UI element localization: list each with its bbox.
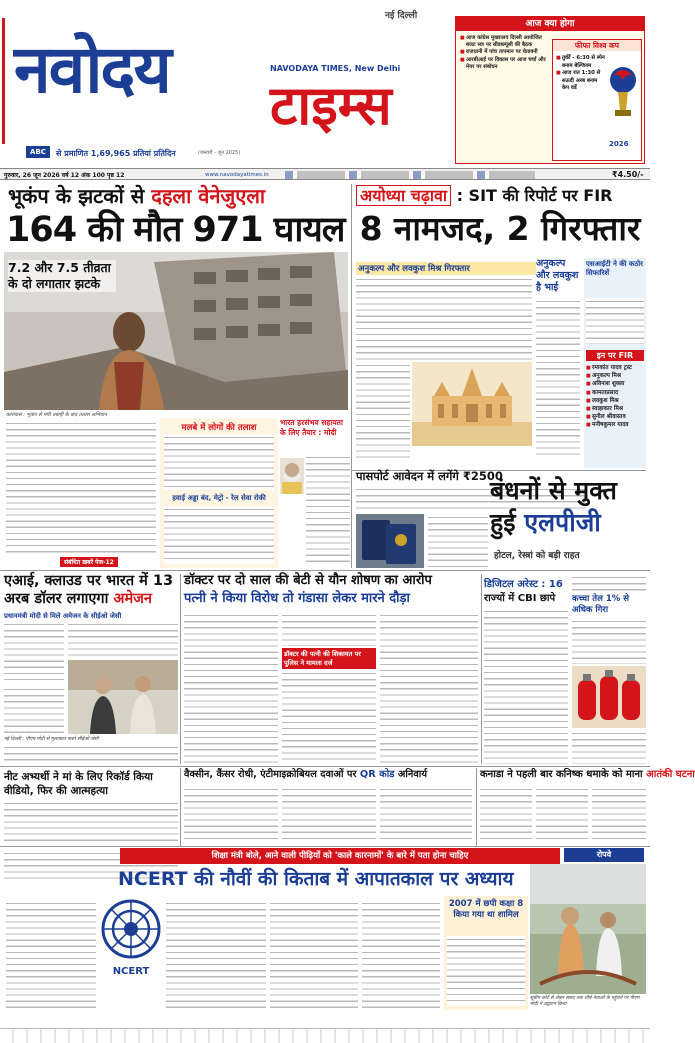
modi-body <box>306 454 350 566</box>
canada-body-3 <box>592 786 646 842</box>
fir-name: ■ अनुकल्प मिश्र <box>586 372 646 380</box>
canada-headline <box>480 769 695 781</box>
ncert-body-4 <box>362 900 440 1010</box>
logo-tagline: NAVODAYA TIMES, New Delhi <box>270 64 401 73</box>
vaccine-headline-blue: QR कोड <box>359 769 395 780</box>
doctor-body-4 <box>380 612 478 764</box>
quake-kicker-red: दहला वेनेजुएला <box>151 184 266 208</box>
circulation: से प्रमाणित 1,69,965 प्रतियां प्रतिदिन <box>56 149 176 158</box>
ncert-body-2 <box>166 900 266 1010</box>
divider <box>0 570 650 571</box>
doctor-body-3 <box>282 670 376 764</box>
quake-kicker <box>8 186 348 207</box>
cbi-body <box>484 608 568 764</box>
quake-headline: 164 की मौत 971 घायल <box>6 210 345 250</box>
column-divider <box>351 184 352 568</box>
cbi-headline: राज्यों में CBI छापे <box>484 593 556 604</box>
logo-times: टाइम्स <box>270 74 392 137</box>
lpg-cylinder-image <box>572 666 646 728</box>
ai-deck: प्रधानमंत्री मोदी से मिले अमेजन के सीईओ जेसी <box>4 612 122 620</box>
quake-jump: संबंधित ख़बरें पेज-12 <box>60 557 118 567</box>
ncert-logo <box>100 898 162 982</box>
lpg-headline-1: बंधनों से मुक्त <box>490 476 617 505</box>
doctor-headline-1: डॉक्टर पर दो साल की बेटी से यौन शोषण का आरोप <box>184 573 432 588</box>
modi-box <box>280 418 350 568</box>
fir-name: ■ लवकुश मिश्र <box>586 397 646 405</box>
vaccine-headline-text-2: अनिवार्य <box>394 769 428 780</box>
ai-photo <box>68 660 178 734</box>
doctor-box: डॉक्टर की पत्नी की शिकायत पर पुलिस ने मामला दर्ज <box>282 648 376 669</box>
ai-headline-2 <box>4 592 178 607</box>
ai-body-4 <box>4 744 178 762</box>
ropeway-tag: रोपवे <box>564 848 644 862</box>
ayodhya-headline: 8 नामजद, 2 गिरफ्तार <box>359 209 641 248</box>
ram-temple-photo <box>412 362 532 446</box>
column-divider <box>180 768 181 846</box>
ncert-logo-text: NCERT <box>112 966 150 977</box>
canada-headline-red: आतंकी घटना <box>646 769 695 780</box>
ayodhya-body-2 <box>356 362 410 462</box>
logo-navoday: नवोदय <box>14 31 170 108</box>
modi-photo <box>280 458 304 494</box>
date-strip <box>0 168 650 180</box>
today-item: ■ आज कांग्रेस मुख्यालय दिल्ली आयोजित बजट सत्र पर सीडब्ल्यूसी की बैठक <box>460 35 550 49</box>
today-left <box>460 35 550 71</box>
column-divider <box>180 574 181 764</box>
ncert-banner: शिक्षा मंत्री बोले, आने वाली पीढ़ियों को 'काले कारनामों' के बारे में पता होना चाहिए <box>120 848 560 864</box>
abc-badge: ABC <box>26 146 50 158</box>
fir-list <box>586 364 646 430</box>
ai-body-3 <box>4 686 64 734</box>
ayodhya-kicker-text: : SIT की रिपोर्ट पर FIR <box>451 186 613 205</box>
quake-caption: काराकस : भूकंप से मची तबाही के बाद तलाश अभियान <box>6 412 107 418</box>
passport-body-2 <box>428 514 488 568</box>
lpg-headline-2-blue: एलपीजी <box>524 508 601 537</box>
canada-headline-text: कनाडा ने पहली बार कनिष्क धमाके को माना <box>480 769 647 780</box>
ai-headline-1: एआई, क्लाउड पर भारत में 13 <box>4 573 174 589</box>
ncert-book-body <box>447 936 525 1006</box>
ai-body-2 <box>68 621 178 657</box>
lpg-headline-2 <box>490 510 646 536</box>
column-divider <box>476 768 477 846</box>
social-icons <box>285 171 535 179</box>
fifa-title: फीफा विश्व कप <box>553 40 641 51</box>
ncert-logo-icon <box>100 898 162 960</box>
vaccine-body-3 <box>380 786 472 842</box>
fifa-item: ■ तुर्की - 6:30 से स्पेन बनाम बेल्जियम <box>556 55 606 70</box>
cbi-kicker: डिजिटल अरेस्ट : 16 <box>484 579 563 590</box>
canada-body-2 <box>536 786 588 842</box>
rubble-title: मलबे में लोगों की तलाश <box>181 423 257 433</box>
ayodhya-sub-title: अनुकल्प और लवकुश मिश्र गिरफ्तार <box>356 262 536 275</box>
lpg-deck: होटल, रेस्त्रां को बड़ी राहत <box>494 551 580 561</box>
vaccine-body <box>184 786 278 842</box>
rubble-box <box>160 418 278 568</box>
ropeway-photo <box>530 864 646 994</box>
quake-deck: 7.2 और 7.5 तीव्रता के दो लगातार झटके <box>8 260 116 292</box>
air-body <box>164 506 274 564</box>
lpg-side-body <box>572 618 646 664</box>
lpg-side-title: कच्चा तेल 1% से अधिक गिरा <box>572 594 629 615</box>
air-title: हवाई अड्डा बंद, मेट्रो - रेल सेवा रोकी <box>172 494 266 502</box>
fir-name: ■ कामताप्रसाद <box>586 389 646 397</box>
doctor-body-2 <box>282 612 376 646</box>
fifa-item: ■ आज रात 1:30 से सऊदी अरब बनाम केप वर्डे <box>556 70 606 93</box>
today-item: ■ राजधानी में पांच तापमान पर चेतावनी <box>460 49 550 56</box>
fir-label: इन पर FIR <box>586 350 644 361</box>
passport-image <box>356 514 424 568</box>
ai-headline-red: अमेजन <box>113 591 152 607</box>
fir-name: ■ मनीषकुमार यादव <box>586 421 646 429</box>
vaccine-headline <box>184 770 484 780</box>
brothers-box <box>536 258 580 468</box>
vaccine-body-2 <box>282 786 376 842</box>
column-divider <box>481 574 482 764</box>
ropeway-image <box>530 864 646 994</box>
website[interactable]: www.navodayatimes.in <box>205 171 269 178</box>
fir-name: ■ सुनील श्रीवास्तव <box>586 413 646 421</box>
sit-title: एसआईटी ने की कठोर सिफारिशें <box>586 260 644 277</box>
ai-body <box>4 621 64 685</box>
divider <box>0 846 650 847</box>
passport-headline: पासपोर्ट आवेदन में लगेंगे ₹2500 <box>356 469 503 483</box>
ropeway-caption: सुप्रीम कोर्ट से लेकर संसद तक शीर्ष नेताओं के पहुंचने पर पीएम मोदी ने उद्घाटन किया <box>530 996 640 1007</box>
divider <box>0 766 650 767</box>
circulation-note: (जनवरी - जून 2025) <box>198 150 241 156</box>
lpg-headline-2-text: हुई <box>490 508 525 537</box>
neet-headline: नीट अभ्यर्थी ने मां के लिए रिकॉर्ड किया वीडियो, फिर की आत्महत्या <box>4 771 153 797</box>
rubble-body <box>164 434 274 490</box>
fifa-box <box>552 39 642 161</box>
ai-headline-2-text: अरब डॉलर लगाएगा <box>4 591 114 607</box>
ncert-book-title: 2007 में छपी कक्षा 8 किया गया था शामिल <box>448 899 524 920</box>
ayodhya-kicker <box>356 184 646 208</box>
masthead <box>0 0 650 168</box>
brothers-body <box>536 298 580 458</box>
ayodhya-kicker-red: अयोध्या चढ़ावा <box>356 185 451 206</box>
fifa-trophy-icon <box>605 62 641 122</box>
passport-photo <box>356 514 424 568</box>
lpg-cylinder-photo <box>572 666 646 728</box>
date-line: गुरुवार, 26 जून 2026 वर्ष 12 अंक 100 पृष्ठ 12 <box>4 172 125 179</box>
doctor-body <box>184 612 278 764</box>
today-title: आज क्या होगा <box>456 17 644 31</box>
today-item: ■ आरबीआई पर विकास पर आज चर्चा और मेयर पर संबोधन <box>460 57 550 71</box>
fir-name: ■ रमाकांत यादव ट्रस्ट <box>586 364 646 372</box>
neet-body <box>4 800 178 842</box>
ayodhya-body <box>356 276 532 362</box>
sit-body <box>586 298 644 344</box>
ram-temple-image <box>412 362 532 446</box>
canada-body <box>480 786 532 842</box>
fifa-list <box>556 55 606 93</box>
ncert-book-box <box>444 896 528 1010</box>
doctor-headline-2: पत्नी ने किया विरोध तो गंडासा लेकर मारने दौड़ा <box>184 591 410 606</box>
fifa-year: 2026 <box>609 140 629 148</box>
price: ₹4.50/- <box>612 170 644 179</box>
ncert-body-3 <box>270 900 358 1010</box>
ai-image <box>68 660 178 734</box>
quake-body <box>6 420 156 556</box>
quake-kicker-text: भूकंप के झटकों से <box>8 184 152 208</box>
ncert-body <box>6 900 96 1010</box>
today-box <box>455 16 645 164</box>
ncert-headline: NCERT की नौवीं की किताब में आपातकाल पर अध्याय <box>118 868 514 890</box>
modi-title: भारत हरसंभव सहायता के लिए तैयार : मोदी <box>280 418 343 437</box>
fir-name: ■ अविनाश शुक्ला <box>586 380 646 388</box>
lpg-side-body-2 <box>572 730 646 764</box>
lpg-body <box>572 574 646 592</box>
bottom-strip <box>0 1028 650 1043</box>
masthead-edition: नई दिल्ली <box>385 11 418 21</box>
fir-name: ■ स्वाहाकार मिश्र <box>586 405 646 413</box>
ai-caption: नई दिल्ली : पीएम मोदी से मुलाकात करते सीईओ जेसी <box>4 737 99 742</box>
masthead-left-strip <box>2 18 5 144</box>
sit-box <box>584 258 646 468</box>
vaccine-headline-text-1: वैक्सीन, कैंसर रोधी, एंटीमाइक्रोबियल दवाओं पर <box>184 769 360 780</box>
brothers-title: अनुकल्प और लवकुश है भाई <box>536 258 579 293</box>
